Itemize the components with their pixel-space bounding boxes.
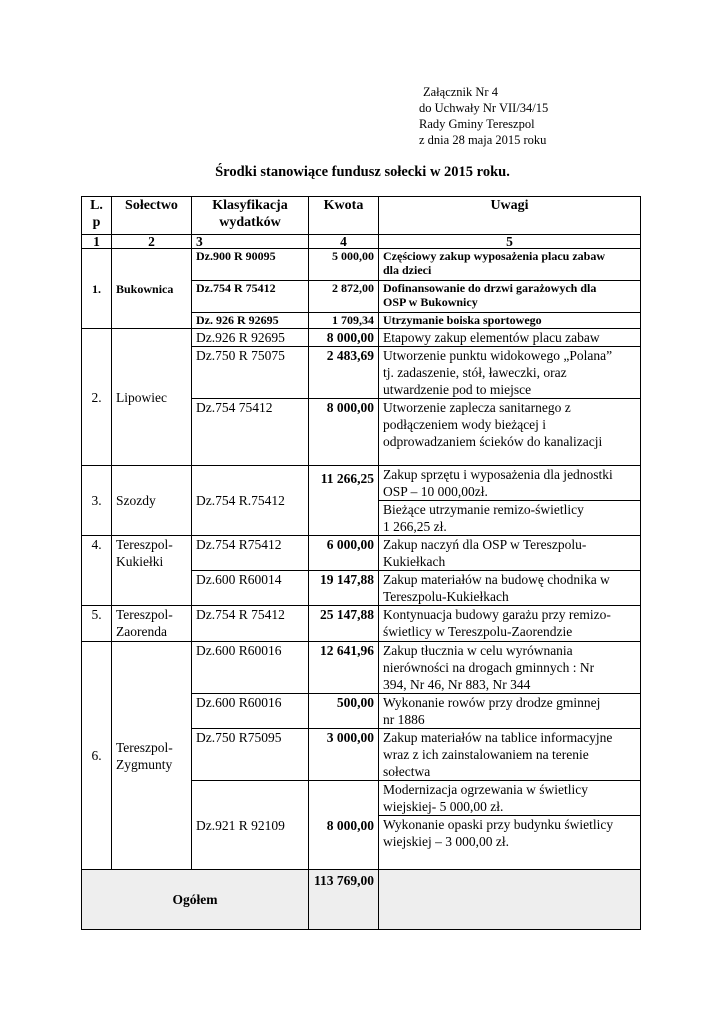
- table-row: [82, 642, 641, 694]
- row-note: Utworzenie punktu widokowego „Polana” tj. zadaszenie, stół, ławeczki, oraz utwardzenie pod to miejsce: [379, 347, 641, 399]
- row-lp: 2.: [82, 329, 112, 466]
- row-classification: Dz.754 R75412: [192, 536, 309, 571]
- attachment-header: [419, 84, 548, 148]
- row-classification: Dz.926 R 92695: [192, 329, 309, 347]
- row-classification: Dz.754 R 75412: [192, 606, 309, 642]
- column-number: 5: [379, 235, 641, 249]
- document-title: Środki stanowiące fundusz sołecki w 2015 roku.: [215, 164, 510, 180]
- row-note: Wykonanie rowów przy drodze gminnej nr 1886: [379, 694, 641, 729]
- fund-table: [81, 196, 641, 930]
- row-amount: 8 000,00: [309, 399, 379, 466]
- total-amount: 113 769,00: [309, 870, 379, 930]
- row-classification: Dz. 926 R 92695: [192, 313, 309, 329]
- row-note: Zakup naczyń dla OSP w Tereszpolu- Kukiełkach: [379, 536, 641, 571]
- row-classification: Dz.600 R60016: [192, 642, 309, 694]
- row-lp: 6.: [82, 642, 112, 870]
- row-note: Utrzymanie boiska sportowego: [379, 313, 641, 329]
- row-amount: 2 483,69: [309, 347, 379, 399]
- row-note: Zakup materiałów na tablice informacyjne wraz z ich zainstalowaniem na terenie sołectwa: [379, 729, 641, 781]
- column-number: 3: [192, 235, 309, 249]
- row-amount: 25 147,88: [309, 606, 379, 642]
- total-note: [379, 870, 641, 930]
- row-classification: Dz.600 R60016: [192, 694, 309, 729]
- row-amount: 1 709,34: [309, 313, 379, 329]
- table-row: [82, 536, 641, 571]
- row-note: Kontynuacja budowy garażu przy remizo- świetlicy w Tereszpolu-Zaorendzie: [379, 606, 641, 642]
- row-amount: 8 000,00: [309, 329, 379, 347]
- row-classification: Dz.750 R 75075: [192, 347, 309, 399]
- row-village: Bukownica: [112, 249, 192, 329]
- table-row: [82, 249, 641, 281]
- row-village: Tereszpol- Zaorenda: [112, 606, 192, 642]
- council-name: Rady Gminy Tereszpol: [419, 117, 535, 131]
- row-classification: Dz.600 R60014: [192, 571, 309, 606]
- row-classification: Dz.754 75412: [192, 399, 309, 466]
- total-row: [82, 870, 641, 930]
- header-notes: Uwagi: [379, 197, 641, 235]
- row-amount: 19 147,88: [309, 571, 379, 606]
- table-row: [82, 606, 641, 642]
- row-village: Tereszpol- Zygmunty: [112, 642, 192, 870]
- column-number: 4: [309, 235, 379, 249]
- row-note: Zakup materiałów na budowę chodnika w Tereszpolu-Kukiełkach: [379, 571, 641, 606]
- column-number: 1: [82, 235, 112, 249]
- row-note: Wykonanie opaski przy budynku świetlicy wiejskiej – 3 000,00 zł.: [379, 816, 641, 870]
- row-note: Bieżące utrzymanie remizo-świetlicy 1 266,25 zł.: [379, 501, 641, 536]
- table-row: [82, 329, 641, 347]
- header-village: Sołectwo: [112, 197, 192, 235]
- row-note: Zakup sprzętu i wyposażenia dla jednostki OSP – 10 000,00zł.: [379, 466, 641, 501]
- row-amount: 11 266,25: [309, 466, 379, 536]
- row-classification: Dz.921 R 92109: [192, 781, 309, 870]
- row-note: Utworzenie zaplecza sanitarnego z podłączeniem wody bieżącej i odprowadzaniem ścieków do kanalizacji: [379, 399, 641, 466]
- row-amount: 6 000,00: [309, 536, 379, 571]
- header-classification: Klasyfikacja wydatków: [192, 197, 309, 235]
- column-number: 2: [112, 235, 192, 249]
- row-note: Częściowy zakup wyposażenia placu zabaw dla dzieci: [379, 249, 641, 281]
- resolution-reference: do Uchwały Nr VII/34/15: [419, 101, 549, 115]
- row-classification: Dz.750 R75095: [192, 729, 309, 781]
- table-row: [82, 466, 641, 501]
- row-note: Modernizacja ogrzewania w świetlicy wiejskiej- 5 000,00 zł.: [379, 781, 641, 816]
- row-village: Lipowiec: [112, 329, 192, 466]
- row-lp: 3.: [82, 466, 112, 536]
- total-label: Ogółem: [82, 870, 309, 930]
- row-classification: Dz.754 R 75412: [192, 281, 309, 313]
- row-lp: 1.: [82, 249, 112, 329]
- table-header-row: [82, 197, 641, 235]
- resolution-date: z dnia 28 maja 2015 roku: [419, 133, 547, 147]
- row-village: Tereszpol- Kukiełki: [112, 536, 192, 606]
- column-number-row: [82, 235, 641, 249]
- header-lp: L. p: [82, 197, 112, 235]
- header-amount: Kwota: [309, 197, 379, 235]
- row-note: Zakup tłucznia w celu wyrównania nierówności na drogach gminnych : Nr 394, Nr 46, Nr 883, Nr 344: [379, 642, 641, 694]
- row-village: Szozdy: [112, 466, 192, 536]
- row-classification: Dz.900 R 90095: [192, 249, 309, 281]
- row-lp: 4.: [82, 536, 112, 606]
- row-note: Dofinansowanie do drzwi garażowych dla OSP w Bukownicy: [379, 281, 641, 313]
- row-amount: 12 641,96: [309, 642, 379, 694]
- row-classification: Dz.754 R.75412: [192, 466, 309, 536]
- row-amount: 500,00: [309, 694, 379, 729]
- row-amount: 5 000,00: [309, 249, 379, 281]
- row-amount: 2 872,00: [309, 281, 379, 313]
- row-note: Etapowy zakup elementów placu zabaw: [379, 329, 641, 347]
- attachment-number: Załącznik Nr 4: [423, 85, 498, 99]
- row-amount: 8 000,00: [309, 781, 379, 870]
- row-amount: 3 000,00: [309, 729, 379, 781]
- row-lp: 5.: [82, 606, 112, 642]
